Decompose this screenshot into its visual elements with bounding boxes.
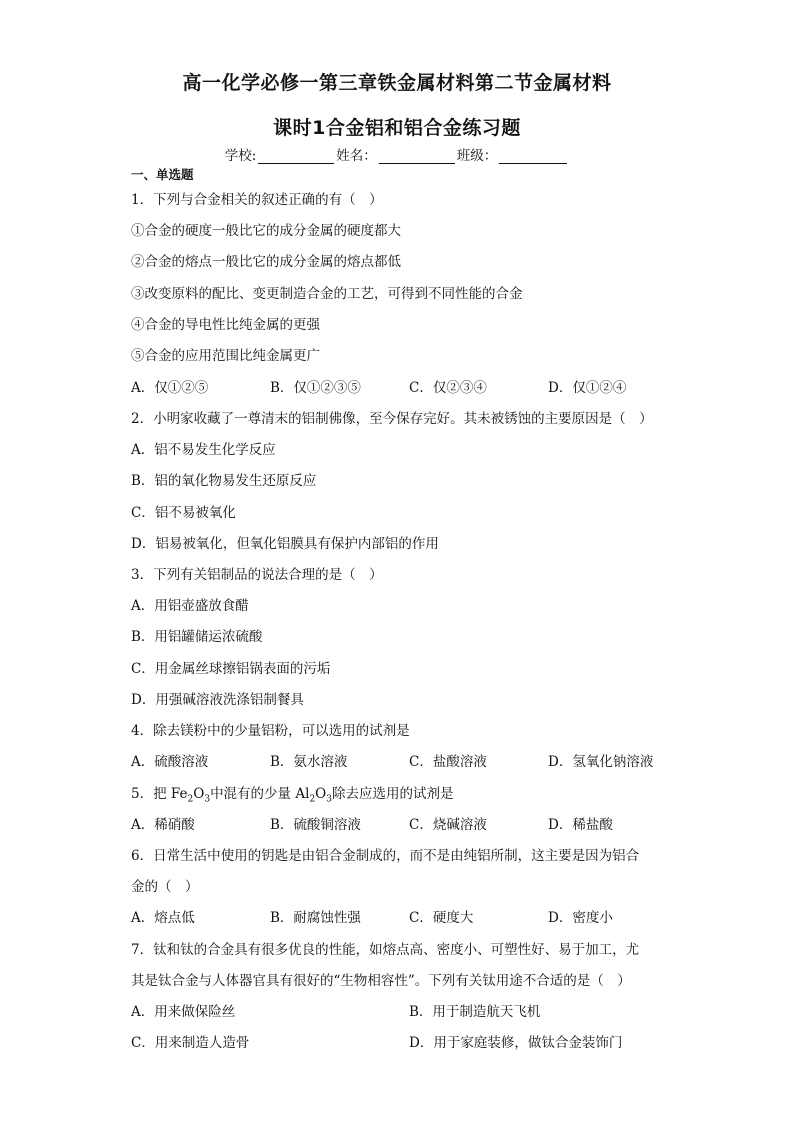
question-4-stem: 4．除去镁粉中的少量铝粉，可以选用的试剂是 bbox=[131, 723, 410, 739]
question-3-option-c[interactable]: C．用金属丝球擦铝锅表面的污垢 bbox=[131, 661, 331, 677]
question-2-stem: 2．小明家收藏了一尊清末的铝制佛像，至今保存完好。其未被锈蚀的主要原因是（ ） bbox=[131, 411, 653, 427]
question-2-option-c[interactable]: C．铝不易被氧化 bbox=[131, 505, 236, 521]
question-5-option-b[interactable]: B．硫酸铜溶液 bbox=[270, 817, 361, 833]
question-7-stem-cont: 其是钛合金与人体器官具有很好的“生物相容性”。下列有关钛用途不合适的是（ ） bbox=[131, 973, 631, 989]
question-3-option-a[interactable]: A．用铝壶盛放食醋 bbox=[131, 598, 249, 614]
question-3-option-d[interactable]: D．用强碱溶液洗涤铝制餐具 bbox=[131, 692, 304, 708]
question-1-option-c[interactable]: C．仅②③④ bbox=[409, 380, 487, 396]
question-7-option-b[interactable]: B．用于制造航天飞机 bbox=[409, 1004, 541, 1020]
section-title: 一、单选题 bbox=[131, 167, 194, 182]
question-5-option-d[interactable]: D．稀盐酸 bbox=[548, 817, 613, 833]
question-7-option-c[interactable]: C．用来制造人造骨 bbox=[131, 1035, 250, 1051]
question-6-option-d[interactable]: D．密度小 bbox=[548, 910, 613, 926]
question-6-stem: 6．日常生活中使用的钥匙是由铝合金制成的，而不是由纯铝所制，这主要是因为铝合 bbox=[131, 848, 640, 864]
question-7-stem: 7．钛和钛的合金具有很多优良的性能，如熔点高、密度小、可塑性好、易于加工，尤 bbox=[131, 942, 640, 958]
fe2o3-formula: $Fe_2O_3$ bbox=[170, 786, 211, 805]
question-6-option-c[interactable]: C．硬度大 bbox=[409, 910, 474, 926]
question-1-item: ①合金的硬度一般比它的成分金属的硬度都大 bbox=[131, 223, 401, 239]
question-7-option-a[interactable]: A．用来做保险丝 bbox=[131, 1004, 236, 1020]
question-2-option-b[interactable]: B．铝的氧化物易发生还原反应 bbox=[131, 473, 317, 489]
question-1-item: ③改变原料的配比、变更制造合金的工艺，可得到不同性能的合金 bbox=[131, 286, 523, 302]
question-3-stem: 3．下列有关铝制品的说法合理的是（ ） bbox=[131, 567, 383, 583]
question-1-stem: 1．下列与合金相关的叙述正确的有（ ） bbox=[131, 192, 383, 208]
question-1-option-b[interactable]: B．仅①②③⑤ bbox=[270, 380, 361, 396]
question-4-option-d[interactable]: D．氢氧化钠溶液 bbox=[548, 754, 654, 770]
question-1-item: ②合金的熔点一般比它的成分金属的熔点都低 bbox=[131, 254, 401, 270]
question-5-option-c[interactable]: C．烧碱溶液 bbox=[409, 817, 487, 833]
question-1-item: ④合金的导电性比纯金属的更强 bbox=[131, 317, 320, 333]
question-7-option-d[interactable]: D．用于家庭装修，做钛合金装饰门 bbox=[409, 1035, 623, 1051]
name-label: 姓名： bbox=[336, 148, 377, 164]
question-6-option-b[interactable]: B．耐腐蚀性强 bbox=[270, 910, 361, 926]
question-4-option-c[interactable]: C．盐酸溶液 bbox=[409, 754, 487, 770]
question-3-option-b[interactable]: B．用铝罐储运浓硫酸 bbox=[131, 629, 263, 645]
name-blank[interactable] bbox=[379, 149, 455, 164]
question-6-stem-cont: 金的（ ） bbox=[131, 879, 199, 895]
question-1-option-a[interactable]: A．仅①②⑤ bbox=[131, 380, 209, 396]
al2o3-formula: $Al_2O_3$ bbox=[295, 786, 332, 805]
school-blank[interactable] bbox=[258, 149, 334, 164]
page-subtitle: 课时1合金铝和铝合金练习题 bbox=[273, 117, 521, 139]
question-1-option-d[interactable]: D．仅①②④ bbox=[548, 380, 627, 396]
question-1-item: ⑤合金的应用范围比纯金属更广 bbox=[131, 348, 320, 364]
school-label: 学校: bbox=[224, 148, 257, 164]
student-info-line bbox=[0, 144, 794, 164]
question-4-option-b[interactable]: B．氨水溶液 bbox=[270, 754, 348, 770]
class-label: 班级： bbox=[456, 148, 498, 164]
question-5-option-a[interactable]: A．稀硝酸 bbox=[131, 817, 195, 833]
page-title: 高一化学必修一第三章铁金属材料第二节金属材料 bbox=[182, 72, 612, 94]
question-4-option-a[interactable]: A．硫酸溶液 bbox=[131, 754, 209, 770]
question-2-option-a[interactable]: A．铝不易发生化学反应 bbox=[131, 442, 276, 458]
question-6-option-a[interactable]: A．熔点低 bbox=[131, 910, 195, 926]
question-5-stem: 5．把 $Fe_2O_3$中混有的少量 $Al_2O_3$除去应选用的试剂是 bbox=[131, 786, 454, 805]
class-blank[interactable] bbox=[499, 149, 567, 164]
question-2-option-d[interactable]: D．铝易被氧化，但氧化铝膜具有保护内部铝的作用 bbox=[131, 536, 439, 552]
